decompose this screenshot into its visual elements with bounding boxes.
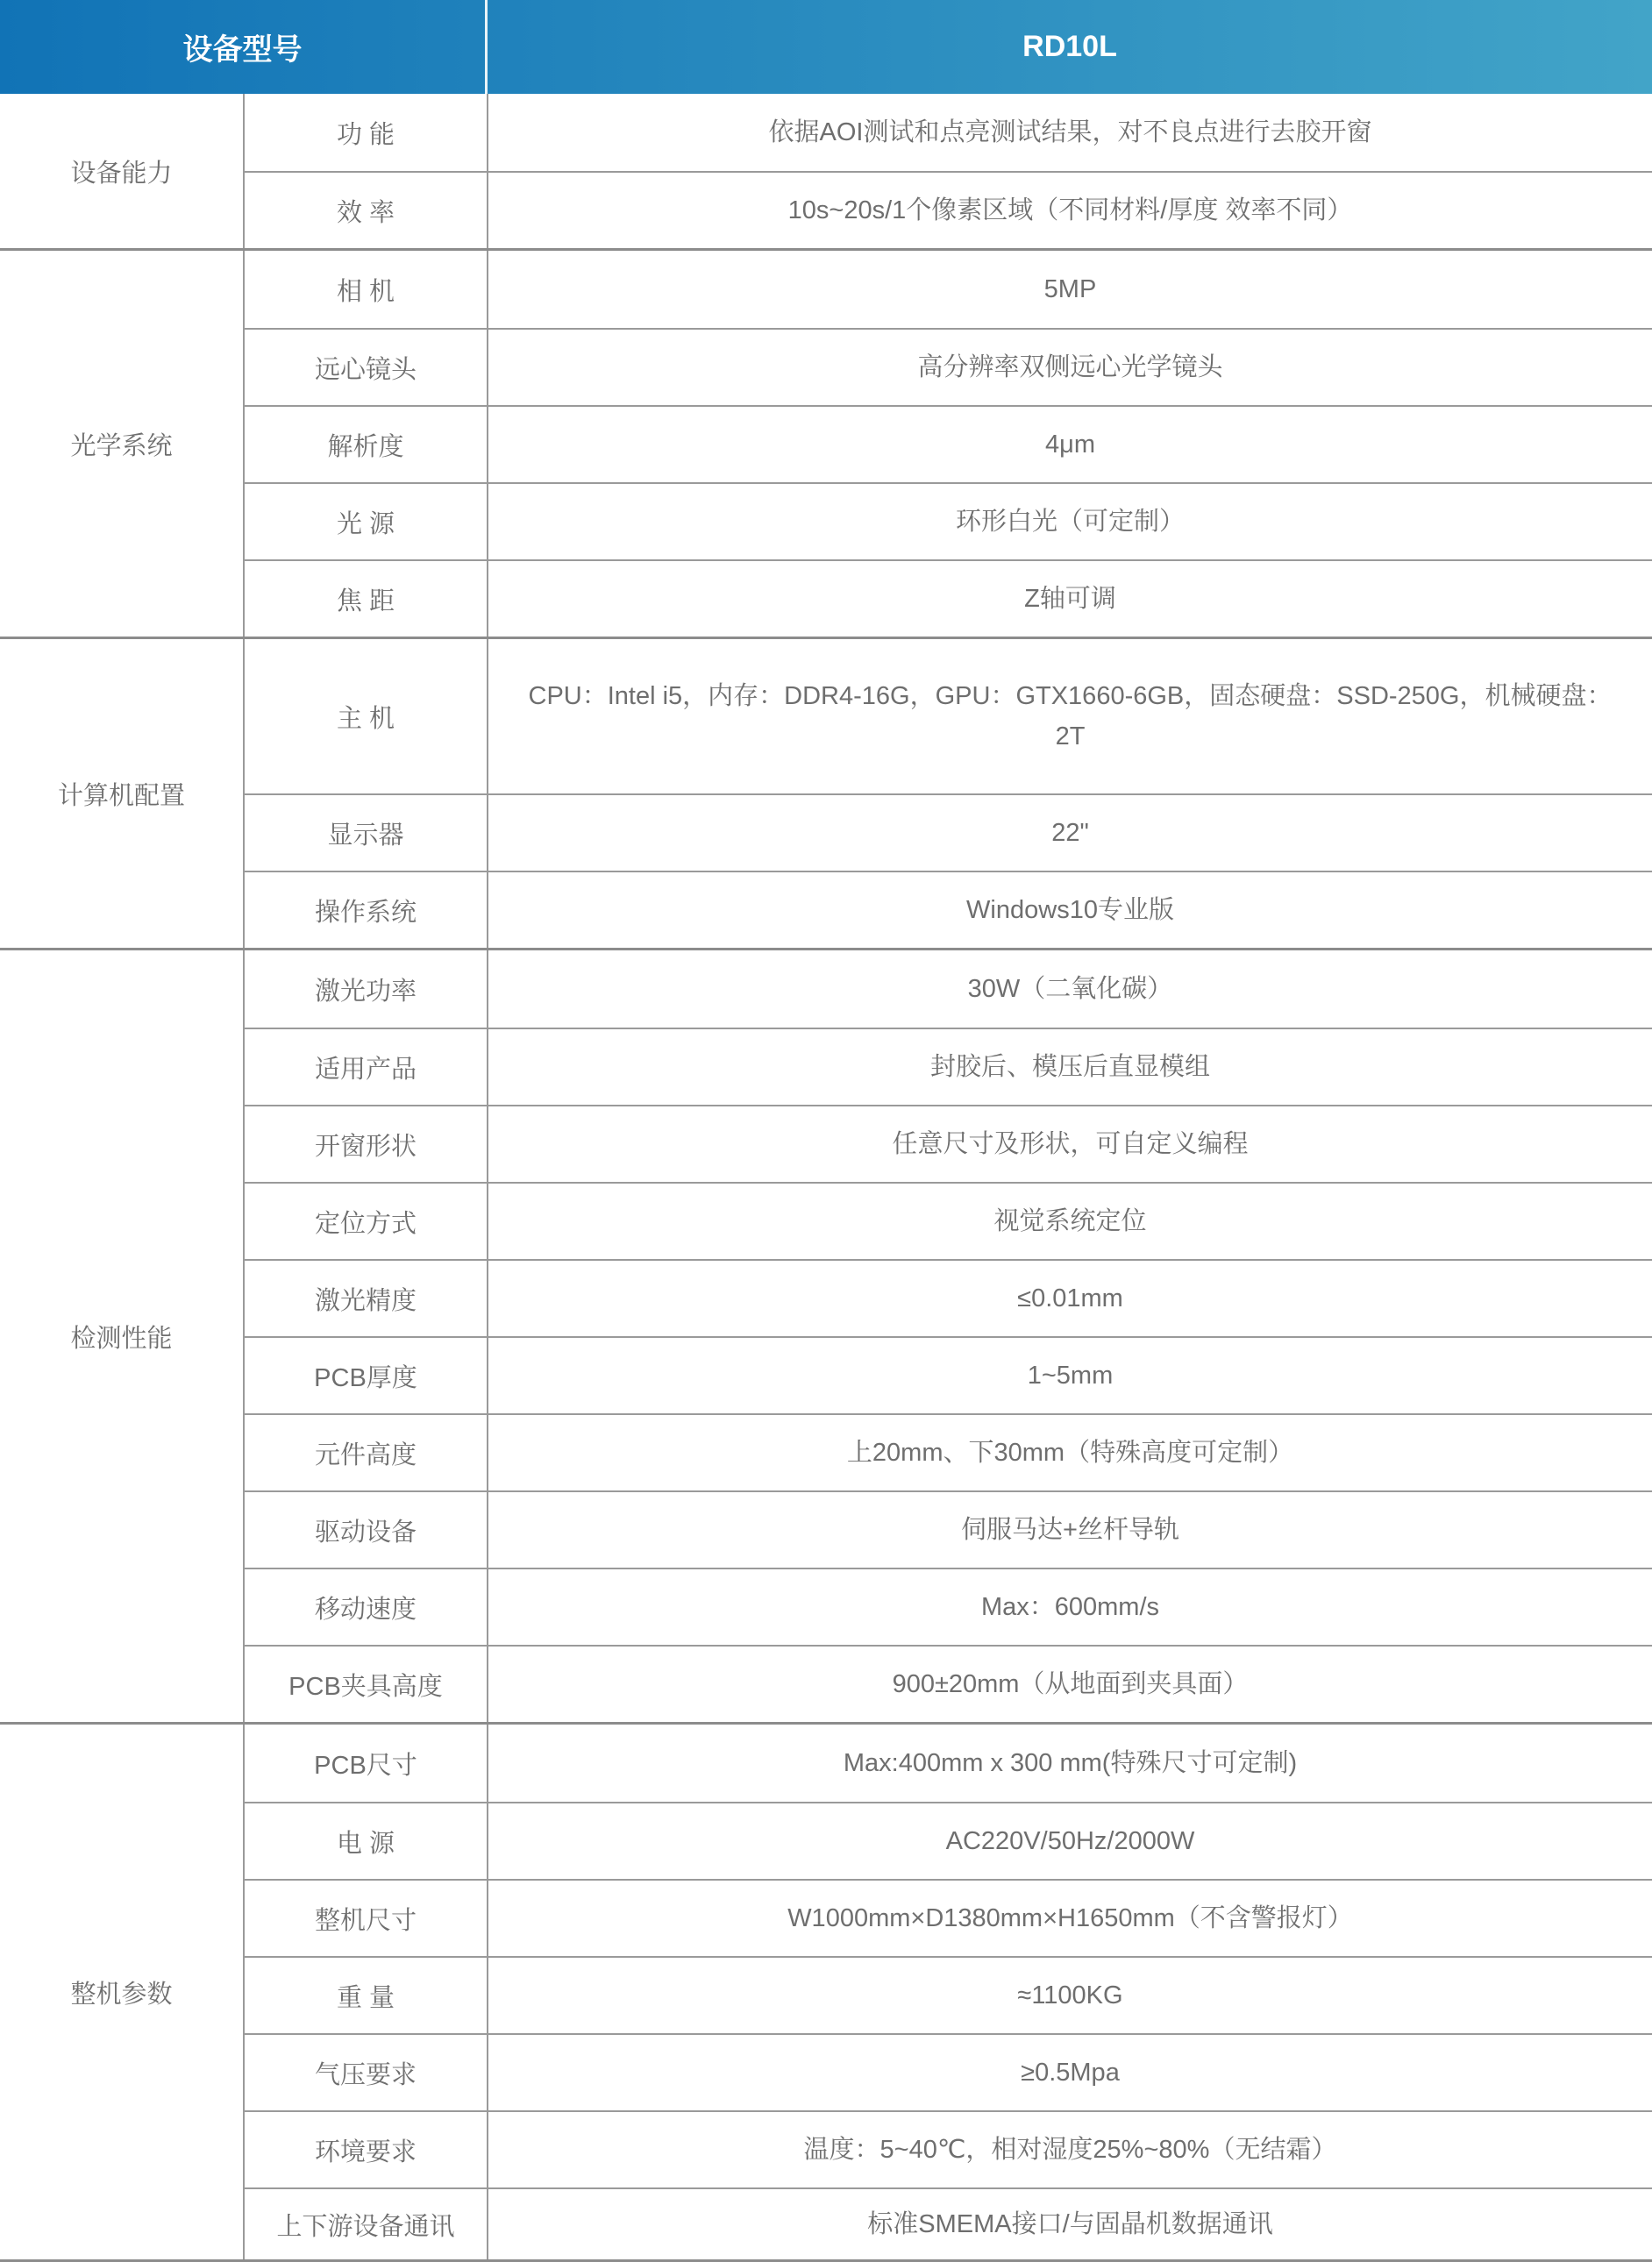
param-value: ≥0.5Mpa	[487, 2035, 1652, 2110]
param-value: AC220V/50Hz/2000W	[487, 1803, 1652, 1879]
param-value: Max:400mm x 300 mm(特殊尺寸可定制)	[487, 1725, 1652, 1802]
row-focal-length	[243, 559, 1652, 637]
param-value: 封胶后、模压后直显模组	[487, 1029, 1652, 1105]
param-name: PCB尺寸	[243, 1725, 487, 1802]
param-name: 操作系统	[243, 872, 487, 948]
param-value: 依据AOI测试和点亮测试结果，对不良点进行去胶开窗	[487, 94, 1652, 171]
param-value: 22"	[487, 795, 1652, 871]
param-value: 上20mm、下30mm（特殊高度可定制）	[487, 1415, 1652, 1490]
param-name: 气压要求	[243, 2035, 487, 2110]
param-name: 解析度	[243, 407, 487, 482]
group-label: 计算机配置	[57, 781, 185, 810]
param-name: 移动速度	[243, 1569, 487, 1645]
row-monitor	[243, 793, 1652, 871]
row-telecentric-lens	[243, 328, 1652, 405]
param-value: 高分辨率双侧远心光学镜头	[487, 330, 1652, 405]
row-os	[243, 871, 1652, 948]
row-positioning-method	[243, 1182, 1652, 1259]
group-label: 检测性能	[70, 1324, 173, 1353]
row-machine-dimensions	[243, 1879, 1652, 1956]
row-applicable-products	[243, 1028, 1652, 1105]
param-name: 定位方式	[243, 1184, 487, 1259]
param-value: CPU：Intel i5，内存：DDR4-16G，GPU：GTX1660-6GB，固态硬盘：SSD-250G，机械硬盘：2T	[487, 639, 1652, 793]
row-power-supply	[243, 1802, 1652, 1879]
param-value: 标准SMEMA接口/与固晶机数据通讯	[487, 2189, 1652, 2259]
param-value: 视觉系统定位	[487, 1184, 1652, 1259]
param-name: PCB厚度	[243, 1338, 487, 1413]
param-name: 效 率	[243, 173, 487, 248]
param-name: 环境要求	[243, 2112, 487, 2187]
param-value: 任意尺寸及形状，可自定义编程	[487, 1106, 1652, 1182]
param-value: 温度：5~40℃，相对湿度25%~80%（无结霜）	[487, 2112, 1652, 2187]
row-air-pressure	[243, 2033, 1652, 2110]
param-value: W1000mm×D1380mm×H1650mm（不含警报灯）	[487, 1881, 1652, 1956]
param-name: 显示器	[243, 795, 487, 871]
section-rows	[243, 1725, 1652, 2259]
row-function	[243, 94, 1652, 171]
section-rows	[243, 639, 1652, 948]
row-camera	[243, 251, 1652, 328]
group-label-cell	[0, 94, 243, 248]
param-value: Max：600mm/s	[487, 1569, 1652, 1645]
section-optical-system	[0, 248, 1652, 637]
param-value: Windows10专业版	[487, 872, 1652, 948]
row-light-source	[243, 482, 1652, 559]
row-resolution	[243, 405, 1652, 482]
param-name: 重 量	[243, 1958, 487, 2033]
param-name: 相 机	[243, 251, 487, 328]
param-value: ≈1100KG	[487, 1958, 1652, 2033]
param-name: 开窗形状	[243, 1106, 487, 1182]
group-label-cell	[0, 639, 243, 948]
header-model-label: 设备型号	[182, 33, 303, 67]
section-detection-performance	[0, 948, 1652, 1722]
param-name: 电 源	[243, 1803, 487, 1879]
section-computer-config	[0, 637, 1652, 948]
param-name: 功 能	[243, 94, 487, 171]
param-name: 元件高度	[243, 1415, 487, 1490]
row-drive-equipment	[243, 1490, 1652, 1568]
param-name: 远心镜头	[243, 330, 487, 405]
param-value: 伺服马达+丝杆导轨	[487, 1492, 1652, 1568]
param-name: 驱动设备	[243, 1492, 487, 1568]
param-name: 适用产品	[243, 1029, 487, 1105]
param-value: 10s~20s/1个像素区域（不同材料/厚度 效率不同）	[487, 173, 1652, 248]
row-weight	[243, 1956, 1652, 2033]
param-value: 30W（二氧化碳）	[487, 950, 1652, 1028]
row-pcb-size	[243, 1725, 1652, 1802]
param-name: 激光精度	[243, 1261, 487, 1336]
section-rows	[243, 94, 1652, 248]
group-label-cell	[0, 950, 243, 1722]
group-label-cell	[0, 251, 243, 637]
row-updown-communication	[243, 2187, 1652, 2259]
param-name: 整机尺寸	[243, 1881, 487, 1956]
param-name: 激光功率	[243, 950, 487, 1028]
param-name: PCB夹具高度	[243, 1647, 487, 1722]
group-label: 光学系统	[70, 431, 173, 460]
group-label-cell	[0, 1725, 243, 2259]
header-model-value-cell	[488, 0, 1652, 94]
row-window-shape	[243, 1105, 1652, 1182]
row-pcb-fixture-height	[243, 1645, 1652, 1722]
param-name: 焦 距	[243, 561, 487, 637]
header-model-label-cell	[0, 0, 488, 94]
group-label: 设备能力	[70, 159, 173, 188]
param-name: 主 机	[243, 639, 487, 793]
row-moving-speed	[243, 1568, 1652, 1645]
param-value: 5MP	[487, 251, 1652, 328]
section-rows	[243, 950, 1652, 1722]
param-value: ≤0.01mm	[487, 1261, 1652, 1336]
param-name: 光 源	[243, 484, 487, 559]
row-laser-power	[243, 950, 1652, 1028]
param-value: Z轴可调	[487, 561, 1652, 637]
table-header	[0, 0, 1652, 94]
param-value: 4μm	[487, 407, 1652, 482]
param-value: 900±20mm（从地面到夹具面）	[487, 1647, 1652, 1722]
row-environment	[243, 2110, 1652, 2187]
row-laser-accuracy	[243, 1259, 1652, 1336]
section-rows	[243, 251, 1652, 637]
param-value: 1~5mm	[487, 1338, 1652, 1413]
header-model-value: RD10L	[1022, 30, 1117, 63]
section-device-capability	[0, 94, 1652, 248]
row-component-height	[243, 1413, 1652, 1490]
row-pcb-thickness	[243, 1336, 1652, 1413]
param-name: 上下游设备通讯	[243, 2189, 487, 2259]
section-machine-params	[0, 1722, 1652, 2259]
param-value: 环形白光（可定制）	[487, 484, 1652, 559]
group-label: 整机参数	[70, 1980, 173, 2009]
row-efficiency	[243, 171, 1652, 248]
row-host-pc	[243, 639, 1652, 793]
